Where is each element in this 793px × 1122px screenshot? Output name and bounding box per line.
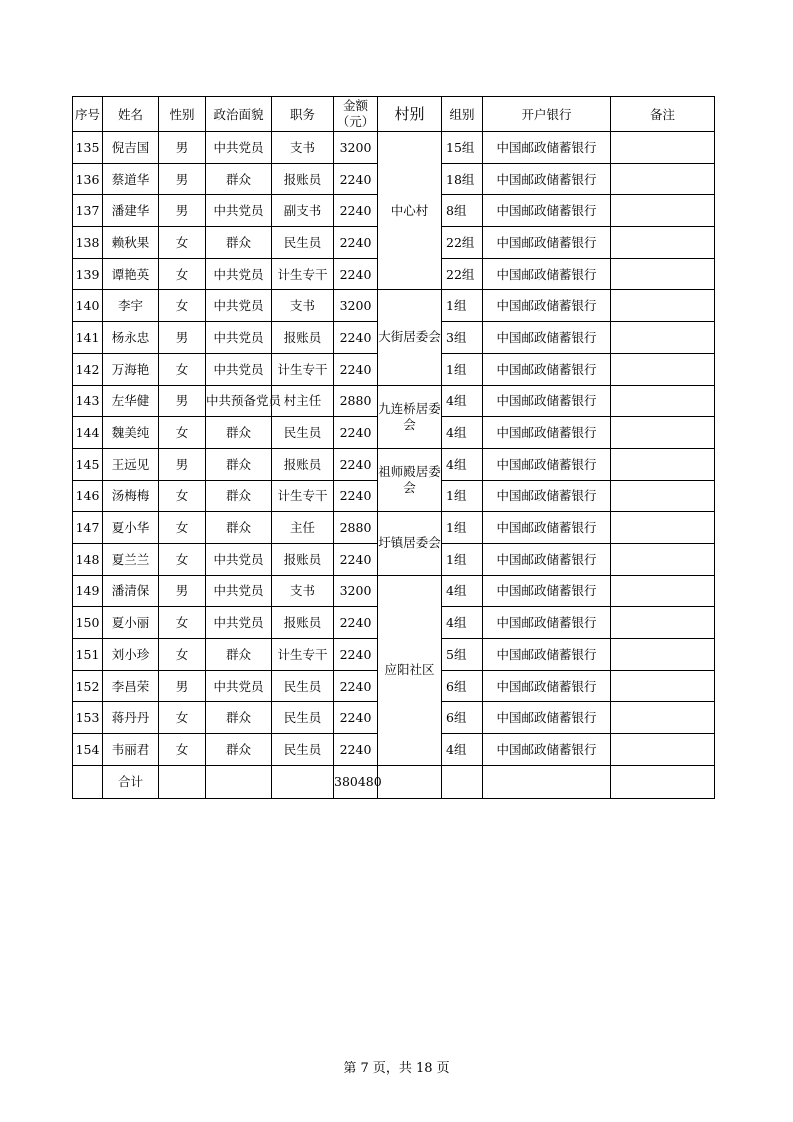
total-empty-cell bbox=[159, 765, 206, 798]
cell-amount: 2240 bbox=[334, 702, 378, 734]
cell-village: 圩镇居委会 bbox=[378, 512, 442, 575]
cell-name: 刘小珍 bbox=[103, 639, 159, 671]
cell-name: 左华健 bbox=[103, 385, 159, 417]
cell-political: 群众 bbox=[206, 417, 272, 449]
cell-group: 15组 bbox=[442, 132, 483, 164]
cell-group: 18组 bbox=[442, 163, 483, 195]
cell-group: 1组 bbox=[442, 512, 483, 544]
cell-village: 祖师殿居委会 bbox=[378, 448, 442, 511]
cell-remark bbox=[611, 227, 715, 259]
table-row bbox=[73, 448, 715, 480]
table-row bbox=[73, 132, 715, 164]
cell-seq: 141 bbox=[73, 322, 103, 354]
cell-amount: 2240 bbox=[334, 322, 378, 354]
cell-name: 汤梅梅 bbox=[103, 480, 159, 512]
cell-remark bbox=[611, 607, 715, 639]
header-name: 姓名 bbox=[103, 97, 159, 132]
cell-seq: 148 bbox=[73, 543, 103, 575]
cell-position: 计生专干 bbox=[272, 639, 334, 671]
cell-seq: 135 bbox=[73, 132, 103, 164]
cell-position: 报账员 bbox=[272, 163, 334, 195]
cell-gender: 男 bbox=[159, 132, 206, 164]
table-row bbox=[73, 575, 715, 607]
cell-name: 潘清保 bbox=[103, 575, 159, 607]
cell-remark bbox=[611, 385, 715, 417]
cell-political: 群众 bbox=[206, 512, 272, 544]
cell-remark bbox=[611, 353, 715, 385]
cell-group: 1组 bbox=[442, 480, 483, 512]
cell-bank: 中国邮政储蓄银行 bbox=[483, 385, 611, 417]
cell-political: 中共党员 bbox=[206, 195, 272, 227]
cell-remark bbox=[611, 543, 715, 575]
cell-group: 6组 bbox=[442, 702, 483, 734]
cell-name: 魏美纯 bbox=[103, 417, 159, 449]
cell-gender: 男 bbox=[159, 448, 206, 480]
cell-gender: 男 bbox=[159, 385, 206, 417]
cell-remark bbox=[611, 322, 715, 354]
cell-gender: 男 bbox=[159, 195, 206, 227]
cell-remark bbox=[611, 195, 715, 227]
cell-gender: 女 bbox=[159, 227, 206, 259]
cell-amount: 2240 bbox=[334, 353, 378, 385]
cell-village: 大街居委会 bbox=[378, 290, 442, 385]
cell-position: 民生员 bbox=[272, 227, 334, 259]
header-remark: 备注 bbox=[611, 97, 715, 132]
cell-seq: 138 bbox=[73, 227, 103, 259]
cell-gender: 女 bbox=[159, 258, 206, 290]
cell-bank: 中国邮政储蓄银行 bbox=[483, 448, 611, 480]
cell-position: 支书 bbox=[272, 575, 334, 607]
cell-position: 民生员 bbox=[272, 734, 334, 766]
cell-political: 中共党员 bbox=[206, 353, 272, 385]
cell-remark bbox=[611, 258, 715, 290]
cell-amount: 2240 bbox=[334, 734, 378, 766]
cell-remark bbox=[611, 670, 715, 702]
cell-bank: 中国邮政储蓄银行 bbox=[483, 670, 611, 702]
cell-seq: 143 bbox=[73, 385, 103, 417]
cell-seq: 149 bbox=[73, 575, 103, 607]
cell-remark bbox=[611, 417, 715, 449]
cell-political: 中共党员 bbox=[206, 670, 272, 702]
cell-bank: 中国邮政储蓄银行 bbox=[483, 480, 611, 512]
cell-group: 4组 bbox=[442, 448, 483, 480]
cell-amount: 2240 bbox=[334, 448, 378, 480]
table-row bbox=[73, 290, 715, 322]
cell-remark bbox=[611, 512, 715, 544]
cell-political: 中共预备党员 bbox=[206, 385, 272, 417]
table-header-row bbox=[73, 97, 715, 132]
cell-name: 赖秋果 bbox=[103, 227, 159, 259]
cell-seq: 152 bbox=[73, 670, 103, 702]
header-amount: 金额（元） bbox=[334, 97, 378, 132]
cell-remark bbox=[611, 290, 715, 322]
cell-remark bbox=[611, 163, 715, 195]
cell-name: 谭艳英 bbox=[103, 258, 159, 290]
cell-gender: 女 bbox=[159, 702, 206, 734]
cell-remark bbox=[611, 639, 715, 671]
cell-seq: 139 bbox=[73, 258, 103, 290]
cell-seq: 136 bbox=[73, 163, 103, 195]
cell-group: 22组 bbox=[442, 227, 483, 259]
cell-political: 群众 bbox=[206, 702, 272, 734]
header-group: 组别 bbox=[442, 97, 483, 132]
total-seq-cell bbox=[73, 765, 103, 798]
cell-seq: 142 bbox=[73, 353, 103, 385]
header-political: 政治面貌 bbox=[206, 97, 272, 132]
cell-political: 群众 bbox=[206, 448, 272, 480]
cell-political: 群众 bbox=[206, 480, 272, 512]
cell-name: 夏小华 bbox=[103, 512, 159, 544]
total-label: 合计 bbox=[103, 765, 159, 798]
cell-group: 1组 bbox=[442, 290, 483, 322]
cell-amount: 2240 bbox=[334, 543, 378, 575]
cell-position: 计生专干 bbox=[272, 353, 334, 385]
cell-political: 中共党员 bbox=[206, 607, 272, 639]
cell-remark bbox=[611, 575, 715, 607]
cell-gender: 女 bbox=[159, 480, 206, 512]
total-empty-cell bbox=[206, 765, 272, 798]
cell-position: 民生员 bbox=[272, 702, 334, 734]
cell-name: 夏小丽 bbox=[103, 607, 159, 639]
cell-amount: 2240 bbox=[334, 258, 378, 290]
cell-bank: 中国邮政储蓄银行 bbox=[483, 195, 611, 227]
cell-political: 中共党员 bbox=[206, 543, 272, 575]
cell-political: 群众 bbox=[206, 734, 272, 766]
cell-group: 1组 bbox=[442, 353, 483, 385]
cell-group: 22组 bbox=[442, 258, 483, 290]
cell-bank: 中国邮政储蓄银行 bbox=[483, 734, 611, 766]
cell-bank: 中国邮政储蓄银行 bbox=[483, 543, 611, 575]
cell-name: 夏兰兰 bbox=[103, 543, 159, 575]
cell-amount: 2240 bbox=[334, 417, 378, 449]
cell-bank: 中国邮政储蓄银行 bbox=[483, 607, 611, 639]
cell-name: 蔡道华 bbox=[103, 163, 159, 195]
cell-seq: 144 bbox=[73, 417, 103, 449]
cell-political: 中共党员 bbox=[206, 132, 272, 164]
cell-name: 韦丽君 bbox=[103, 734, 159, 766]
cell-gender: 女 bbox=[159, 734, 206, 766]
cell-position: 民生员 bbox=[272, 670, 334, 702]
page-footer: 第 7 页，共 18 页 bbox=[343, 1061, 450, 1076]
cell-bank: 中国邮政储蓄银行 bbox=[483, 702, 611, 734]
header-village: 村别 bbox=[378, 97, 442, 132]
cell-gender: 男 bbox=[159, 670, 206, 702]
cell-amount: 2880 bbox=[334, 512, 378, 544]
cell-name: 蒋丹丹 bbox=[103, 702, 159, 734]
cell-seq: 154 bbox=[73, 734, 103, 766]
cell-amount: 3200 bbox=[334, 290, 378, 322]
cell-amount: 2240 bbox=[334, 670, 378, 702]
total-empty-cell bbox=[272, 765, 334, 798]
cell-bank: 中国邮政储蓄银行 bbox=[483, 163, 611, 195]
cell-group: 1组 bbox=[442, 543, 483, 575]
cell-position: 支书 bbox=[272, 132, 334, 164]
cell-group: 3组 bbox=[442, 322, 483, 354]
cell-seq: 145 bbox=[73, 448, 103, 480]
cell-name: 王远见 bbox=[103, 448, 159, 480]
header-seq: 序号 bbox=[73, 97, 103, 132]
cell-position: 报账员 bbox=[272, 607, 334, 639]
cell-bank: 中国邮政储蓄银行 bbox=[483, 227, 611, 259]
cell-group: 4组 bbox=[442, 385, 483, 417]
cell-position: 计生专干 bbox=[272, 258, 334, 290]
cell-political: 中共党员 bbox=[206, 290, 272, 322]
cell-bank: 中国邮政储蓄银行 bbox=[483, 639, 611, 671]
cell-seq: 140 bbox=[73, 290, 103, 322]
cell-gender: 男 bbox=[159, 575, 206, 607]
cell-name: 李宇 bbox=[103, 290, 159, 322]
cell-bank: 中国邮政储蓄银行 bbox=[483, 132, 611, 164]
cell-name: 李昌荣 bbox=[103, 670, 159, 702]
cell-amount: 2240 bbox=[334, 639, 378, 671]
cell-position: 主任 bbox=[272, 512, 334, 544]
cell-bank: 中国邮政储蓄银行 bbox=[483, 417, 611, 449]
cell-group: 4组 bbox=[442, 417, 483, 449]
cell-group: 4组 bbox=[442, 575, 483, 607]
cell-name: 杨永忠 bbox=[103, 322, 159, 354]
cell-gender: 女 bbox=[159, 353, 206, 385]
cell-gender: 女 bbox=[159, 607, 206, 639]
cell-position: 支书 bbox=[272, 290, 334, 322]
cell-amount: 2240 bbox=[334, 195, 378, 227]
cell-seq: 151 bbox=[73, 639, 103, 671]
cell-seq: 150 bbox=[73, 607, 103, 639]
cell-political: 中共党员 bbox=[206, 322, 272, 354]
cell-seq: 137 bbox=[73, 195, 103, 227]
total-empty-cell bbox=[611, 765, 715, 798]
cell-gender: 女 bbox=[159, 639, 206, 671]
cell-name: 潘建华 bbox=[103, 195, 159, 227]
cell-group: 4组 bbox=[442, 734, 483, 766]
cell-political: 中共党员 bbox=[206, 258, 272, 290]
header-position: 职务 bbox=[272, 97, 334, 132]
total-amount: 380480 bbox=[334, 765, 378, 798]
cell-amount: 2240 bbox=[334, 227, 378, 259]
cell-amount: 2240 bbox=[334, 480, 378, 512]
cell-group: 8组 bbox=[442, 195, 483, 227]
cell-amount: 2240 bbox=[334, 163, 378, 195]
total-row bbox=[73, 765, 715, 798]
cell-village: 应阳社区 bbox=[378, 575, 442, 765]
cell-village: 中心村 bbox=[378, 132, 442, 290]
cell-bank: 中国邮政储蓄银行 bbox=[483, 575, 611, 607]
cell-bank: 中国邮政储蓄银行 bbox=[483, 322, 611, 354]
cell-seq: 153 bbox=[73, 702, 103, 734]
cell-gender: 女 bbox=[159, 543, 206, 575]
cell-remark bbox=[611, 702, 715, 734]
cell-remark bbox=[611, 448, 715, 480]
cell-position: 报账员 bbox=[272, 543, 334, 575]
cell-gender: 女 bbox=[159, 417, 206, 449]
cell-name: 万海艳 bbox=[103, 353, 159, 385]
cell-position: 报账员 bbox=[272, 448, 334, 480]
table-row bbox=[73, 385, 715, 417]
roster-table bbox=[72, 96, 715, 799]
cell-gender: 男 bbox=[159, 163, 206, 195]
cell-remark bbox=[611, 480, 715, 512]
cell-bank: 中国邮政储蓄银行 bbox=[483, 512, 611, 544]
cell-seq: 146 bbox=[73, 480, 103, 512]
cell-remark bbox=[611, 734, 715, 766]
table-row bbox=[73, 512, 715, 544]
cell-bank: 中国邮政储蓄银行 bbox=[483, 290, 611, 322]
header-gender: 性别 bbox=[159, 97, 206, 132]
total-empty-cell bbox=[442, 765, 483, 798]
header-bank: 开户银行 bbox=[483, 97, 611, 132]
cell-position: 民生员 bbox=[272, 417, 334, 449]
cell-political: 群众 bbox=[206, 163, 272, 195]
cell-seq: 147 bbox=[73, 512, 103, 544]
cell-political: 群众 bbox=[206, 227, 272, 259]
cell-position: 副支书 bbox=[272, 195, 334, 227]
cell-amount: 2240 bbox=[334, 607, 378, 639]
cell-position: 报账员 bbox=[272, 322, 334, 354]
cell-amount: 3200 bbox=[334, 132, 378, 164]
cell-bank: 中国邮政储蓄银行 bbox=[483, 353, 611, 385]
cell-position: 计生专干 bbox=[272, 480, 334, 512]
cell-group: 4组 bbox=[442, 607, 483, 639]
cell-political: 中共党员 bbox=[206, 575, 272, 607]
cell-gender: 女 bbox=[159, 290, 206, 322]
cell-remark bbox=[611, 132, 715, 164]
cell-group: 6组 bbox=[442, 670, 483, 702]
cell-village: 九连桥居委会 bbox=[378, 385, 442, 448]
cell-gender: 女 bbox=[159, 512, 206, 544]
cell-bank: 中国邮政储蓄银行 bbox=[483, 258, 611, 290]
total-empty-cell bbox=[483, 765, 611, 798]
cell-political: 群众 bbox=[206, 639, 272, 671]
cell-amount: 3200 bbox=[334, 575, 378, 607]
cell-position: 村主任 bbox=[272, 385, 334, 417]
cell-name: 倪吉国 bbox=[103, 132, 159, 164]
cell-gender: 男 bbox=[159, 322, 206, 354]
total-empty-cell bbox=[378, 765, 442, 798]
cell-amount: 2880 bbox=[334, 385, 378, 417]
cell-group: 5组 bbox=[442, 639, 483, 671]
